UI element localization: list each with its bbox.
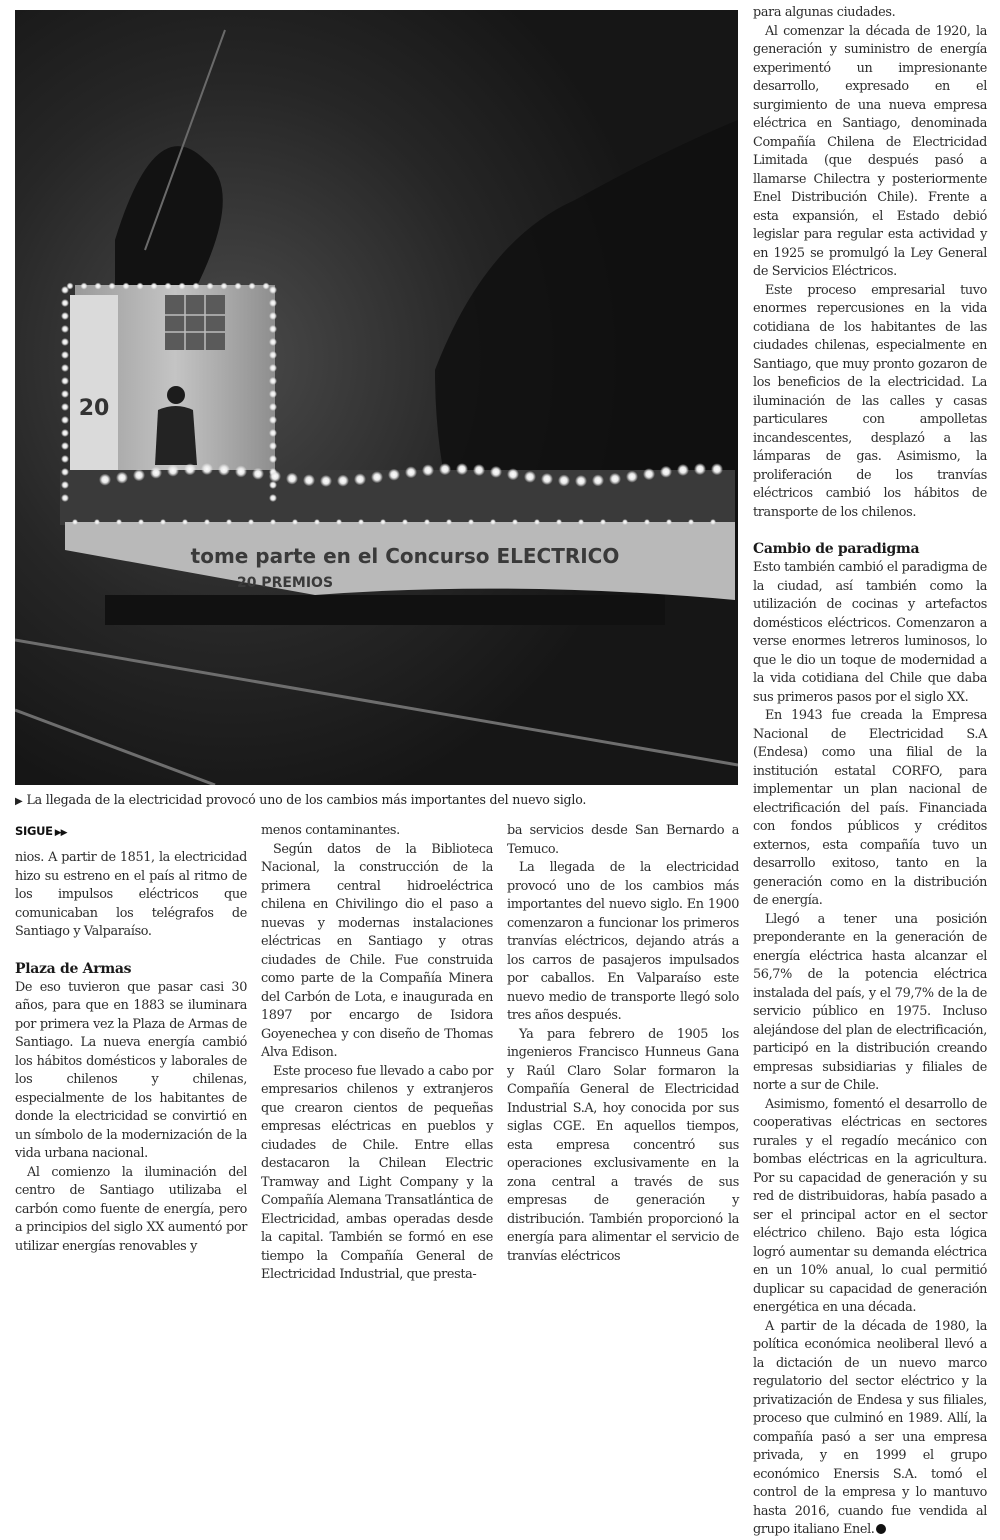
light-bulb xyxy=(61,377,69,385)
light-bulb xyxy=(490,519,496,525)
light-bulb xyxy=(269,364,277,372)
light-bulb xyxy=(182,519,188,525)
light-bulb xyxy=(193,283,200,290)
light-bulb xyxy=(446,519,452,525)
light-bulb xyxy=(151,283,158,290)
light-bulb xyxy=(666,519,672,525)
light-bulb xyxy=(221,283,228,290)
light-bulb xyxy=(269,390,277,398)
light-bulb xyxy=(133,469,145,481)
light-bulb xyxy=(643,468,655,480)
cabin-window xyxy=(165,295,225,350)
light-bulb xyxy=(405,466,417,478)
article-column-3 xyxy=(507,822,739,1266)
light-bulb xyxy=(116,472,128,484)
light-bulb xyxy=(524,471,536,483)
light-bulb xyxy=(165,283,172,290)
continuation-label: SIGUE xyxy=(15,824,53,838)
tram-night-photo xyxy=(15,10,738,785)
light-bulb xyxy=(600,519,606,525)
subheading-cambio-de-paradigma: Cambio de paradigma xyxy=(753,541,920,557)
light-bulb xyxy=(138,519,144,525)
light-bulb xyxy=(660,466,672,478)
light-bulb xyxy=(263,283,270,290)
final-text: A partir de la década de 1980, la política económica neoliberal llevó a la dictación de un nuevo marco regulatorio del sector eléctrico y la privatización de Endesa y sus filiales, proceso que culminó en 1989. Allí, la compañía pasó a ser una empresa privada, y en 1999 el grupo económico Enersis S.A. tomó el control de la empresa y lo mantuvo hasta 2016, cuando fue vendida al grupo italiano Enel. xyxy=(753,1318,987,1537)
paragraph: para algunas ciudades. xyxy=(753,5,896,20)
light-bulb xyxy=(72,519,78,525)
light-bulb xyxy=(61,416,69,424)
light-bulb xyxy=(137,283,144,290)
light-bulb xyxy=(269,299,277,307)
light-bulb xyxy=(592,474,604,486)
light-bulb xyxy=(269,325,277,333)
subheading-plaza-de-armas: Plaza de Armas xyxy=(15,960,132,977)
article-column-2 xyxy=(261,822,493,1285)
light-bulb xyxy=(354,473,366,485)
paragraph: Este proceso empresarial tuvo enormes repercusiones en la vida cotidiana de los habitantes de las ciudades chilenas, especialmente en Santiago, que muy pronto gozaron de los beneficios de la electricidad. La iluminación de las calles y casas particulares con ampolletas incandescentes, desplazó a las lámparas de gas. Asimismo, la proliferación de los tranvías eléctricos cambió los hábitos de transporte de los chilenos. xyxy=(753,282,987,520)
light-bulb xyxy=(61,299,69,307)
paragraph: Al comienzo la iluminación del centro de Santiago utilizaba el carbón como fuente de energía, pero a principios del siglo XX aumentó por utilizar energías renovables y xyxy=(15,1164,247,1254)
light-bulb xyxy=(269,442,277,450)
light-bulb xyxy=(94,519,100,525)
light-bulb xyxy=(269,494,277,502)
paragraph: ba servicios desde San Bernardo a Temuco. xyxy=(507,823,739,857)
light-bulb xyxy=(249,283,256,290)
paragraph: La llegada de la electricidad provocó uno de los cambios más importantes del nuevo siglo. En 1900 comenzaron a funcionar los primeros tranvías eléctricos, dejando atrás a los carros de pasajeros impulsados por caballos. En Valparaíso este nuevo medio de transporte llegó solo tres años después. xyxy=(507,860,739,1023)
man-figure xyxy=(155,406,197,465)
paragraph: Ya para febrero de 1905 los ingenieros Francisco Hunneus Gana y Raúl Claro Solar formaron la Compañía General de Electricidad Industrial S.A, hoy conocida por sus siglas CGE. En aquellos tiempos, esta empresa concentró sus operaciones exclusivamente en la zona central a través de sus empresas de generación y distribución. También proporcionó la energía para alimentar el servicio de tranvías eléctricos xyxy=(507,1026,739,1264)
light-bulb xyxy=(534,519,540,525)
caption-text: La llegada de la electricidad provocó uno de los cambios más importantes del nuevo siglo. xyxy=(26,792,587,807)
light-bulb xyxy=(424,519,430,525)
light-bulb xyxy=(95,283,102,290)
light-bulb xyxy=(286,473,298,485)
light-bulb xyxy=(61,325,69,333)
light-bulb xyxy=(269,403,277,411)
paragraph: Esto también cambió el paradigma de la ciudad, así también como la utilización de cocinas y artefactos domésticos eléctricos. Comenzaron a verse enormes letreros luminosos, lo que le dio un toque de modernidad a la vida cotidiana del Chile que daba sus primeros pasos por el siglo XX. xyxy=(753,560,988,705)
article-column-4 xyxy=(753,4,987,1540)
light-bulb xyxy=(61,312,69,320)
light-bulb xyxy=(507,468,519,480)
banner-subtext: 20 PREMIOS xyxy=(236,575,334,591)
light-bulb xyxy=(61,390,69,398)
light-bulb xyxy=(150,467,162,479)
paragraph: nios. A partir de 1851, la electricidad hizo su estreno en el país al ritmo de los impulsos eléctricos que comunicaban los telégrafos de Santiago y Valparaíso. xyxy=(15,850,247,939)
light-bulb xyxy=(201,463,213,475)
sign-number: 20 xyxy=(78,396,110,421)
undercarriage xyxy=(105,595,665,625)
light-bulb xyxy=(336,519,342,525)
light-bulb xyxy=(269,312,277,320)
light-bulb xyxy=(269,338,277,346)
light-bulb xyxy=(456,463,468,475)
light-bulb xyxy=(512,519,518,525)
play-triangle-icon: ▶ xyxy=(15,796,23,807)
light-bulb xyxy=(61,442,69,450)
light-bulb xyxy=(439,463,451,475)
paragraph: Según datos de la Biblioteca Nacional, la construcción de la primera central hidroeléctrica chilena en Chivilingo dio el paso a nuevas y modernas instalaciones eléctricas en Santiago y otras ciudades de Chile. Fue construida como parte de la Compañía Minera del Carbón de Lota, e inaugurada en 1897 por encargo de Isidora Goyenechea y con diseño de Thomas Alva Edison. xyxy=(261,841,493,1060)
light-bulb xyxy=(67,283,74,290)
light-bulb xyxy=(292,519,298,525)
light-bulb xyxy=(218,464,230,476)
paragraph: De eso tuvieron que pasar casi 30 años, para que en 1883 se iluminara por primera vez la Plaza de Armas de Santiago. La nueva energía cambió los hábitos domésticos y laborales de los chilenos y chilenas, especialmente de los habitantes de donde la electricidad se convirtió en un símbolo de la modernización de la vida urbana nacional. xyxy=(15,979,247,1161)
light-bulb xyxy=(109,283,116,290)
light-bulb xyxy=(303,474,315,486)
light-bulb xyxy=(314,519,320,525)
paragraph: Llegó a tener una posición preponderante en la generación de energía eléctrica hasta alcanzar el 56,7% de la potencia eléctrica instalada del país, y el 79,7% de la de servicio público en 1975. Incluso alejándose del plan de electrificación, participó en la distribución creando empresas subsidiarias y filiales de norte a sur de Chile. xyxy=(753,911,987,1093)
light-bulb xyxy=(61,481,69,489)
banner-text: tome parte en el Concurso ELECTRICO xyxy=(190,544,620,568)
light-bulb xyxy=(626,471,638,483)
light-bulb xyxy=(248,519,254,525)
light-bulb xyxy=(184,463,196,475)
light-bulb xyxy=(167,465,179,477)
light-bulb xyxy=(160,519,166,525)
light-bulb xyxy=(644,519,650,525)
light-bulb xyxy=(541,473,553,485)
light-bulb xyxy=(473,464,485,476)
double-arrow-icon: ▶▶ xyxy=(54,828,67,838)
photo-caption xyxy=(15,792,735,810)
light-bulb xyxy=(358,519,364,525)
light-bulb xyxy=(388,469,400,481)
light-bulb xyxy=(61,429,69,437)
light-bulb xyxy=(61,468,69,476)
light-bulb xyxy=(269,286,277,294)
light-bulb xyxy=(61,351,69,359)
continuation-marker xyxy=(15,824,67,838)
light-bulb xyxy=(269,470,281,482)
light-bulb xyxy=(622,519,628,525)
light-bulb xyxy=(677,464,689,476)
light-bulb xyxy=(380,519,386,525)
paragraph: Asimismo, fomentó el desarrollo de cooperativas eléctricas en sectores rurales y el regadío mecánico con bombas eléctricas en la agricultura. Por su capacidad de generación y su red de distribuidoras, había pasado a ser el principal actor en el sector eléctrico chileno. Bajo esta lógica logró aumentar su demanda eléctrica en un 10% anual, lo cual permitió duplicar su capacidad de generación energética en una década. xyxy=(753,1096,987,1315)
light-bulb xyxy=(490,466,502,478)
light-bulb xyxy=(61,455,69,463)
man-head xyxy=(167,386,185,404)
light-bulb xyxy=(578,519,584,525)
article-photo xyxy=(15,10,738,785)
light-bulb xyxy=(235,465,247,477)
light-bulb xyxy=(99,474,111,486)
light-bulb xyxy=(226,519,232,525)
light-bulb xyxy=(711,463,723,475)
paragraph: Al comenzar la década de 1920, la generación y suministro de energía experimentó un impresionante desarrollo, expresado en el surgimiento de una nueva empresa eléctrica en Santiago, denominada Compañía Chilena de Electricidad Limitada (que después pasó a llamarse Chilectra y posteriormente Enel Distribución Chile). Frente a esta expansión, el Estado debió legislar para regular esta actividad y en 1925 se promulgó la Ley General de Servicios Eléctricos. xyxy=(753,23,987,279)
light-bulb xyxy=(61,494,69,502)
light-bulb xyxy=(337,475,349,487)
light-bulb xyxy=(61,338,69,346)
paragraph: Este proceso fue llevado a cabo por empresarios chilenos y extranjeros que crearon cientos de pequeñas empresas eléctricas en pueblos y ciudades de Chile. Entre ellas destacaron la Chilean Electric Tramway and Light Company y la Compañía Alemana Transatlántica de Electricidad, ambas operadas desde la capital. También se formó en ese tiempo la Compañía General de Electricidad Industrial, que presta- xyxy=(261,1063,493,1282)
light-bulb xyxy=(422,464,434,476)
light-bulb xyxy=(320,475,332,487)
paragraph-final xyxy=(753,1318,987,1540)
light-bulb xyxy=(688,519,694,525)
light-bulb xyxy=(269,429,277,437)
light-bulb xyxy=(204,519,210,525)
light-bulb xyxy=(123,283,130,290)
light-bulb xyxy=(207,283,214,290)
light-bulb xyxy=(269,416,277,424)
light-bulb xyxy=(81,283,88,290)
light-bulb xyxy=(252,468,264,480)
light-bulb xyxy=(402,519,408,525)
light-bulb xyxy=(235,283,242,290)
light-bulb xyxy=(558,474,570,486)
paragraph: menos contaminantes. xyxy=(261,823,400,838)
light-bulb xyxy=(609,473,621,485)
light-bulb xyxy=(270,519,276,525)
light-bulb xyxy=(269,351,277,359)
light-bulb xyxy=(269,377,277,385)
end-mark-icon xyxy=(876,1524,886,1534)
light-bulb xyxy=(116,519,122,525)
article-column-1 xyxy=(15,849,247,1256)
light-bulb xyxy=(556,519,562,525)
paragraph: En 1943 fue creada la Empresa Nacional de Electricidad S.A (Endesa) como una filial de la institución estatal CORFO, para implementar un plan nacional de electrificación del país. Financiada con fondos públicos y créditos externos, esta compañía tuvo un desarrollo exitoso, tanto en la generación como en la distribución de energía. xyxy=(753,708,987,908)
light-bulb xyxy=(61,364,69,372)
light-bulb xyxy=(575,475,587,487)
light-bulb xyxy=(468,519,474,525)
light-bulb xyxy=(710,519,716,525)
light-bulb xyxy=(694,463,706,475)
light-bulb xyxy=(371,471,383,483)
light-bulb xyxy=(269,455,277,463)
light-bulb xyxy=(61,403,69,411)
light-bulb xyxy=(179,283,186,290)
